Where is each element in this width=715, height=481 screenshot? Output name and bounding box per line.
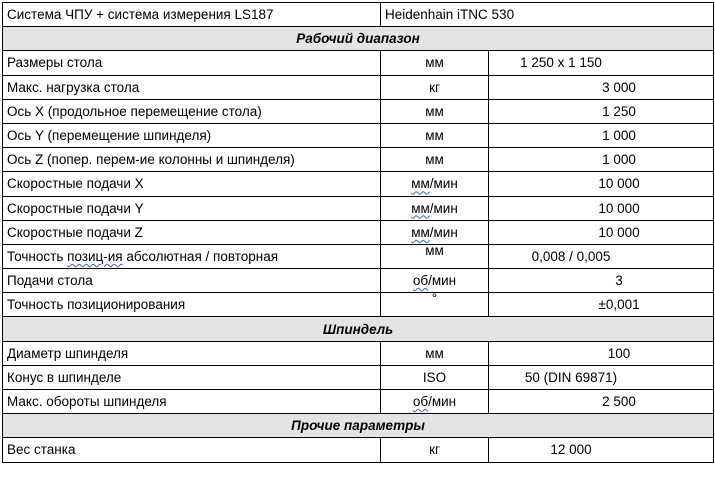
table-row (3, 123, 714, 147)
table-row (3, 438, 714, 462)
unit-part: /мин (428, 273, 457, 289)
value-text: ±0,001 (598, 297, 640, 313)
value-spindle-taper (489, 365, 714, 389)
table-row (3, 75, 714, 99)
unit-part: /мин (429, 176, 458, 192)
param-spindle-speed: Макс. обороты шпинделя (3, 390, 381, 414)
table-row (3, 220, 714, 244)
unit-part: /мин (428, 394, 457, 410)
cnc-system-label: Система ЧПУ + система измерения LS187 (3, 3, 381, 27)
value-machine-weight (489, 438, 714, 462)
param-axis-x: Ось X (продольное перемещение стола) (3, 99, 381, 123)
value-text: 2 500 (602, 394, 636, 410)
unit-feed-z (381, 220, 489, 244)
table-row (3, 341, 714, 365)
param-feed-z: Скоростные подачи Z (3, 220, 381, 244)
unit-part: мм (411, 176, 430, 192)
param-axis-y: Ось Y (перемещение шпинделя) (3, 123, 381, 147)
param-machine-weight: Вес станка (3, 438, 381, 462)
unit-spindle-taper: ISO (381, 365, 489, 389)
value-text: 100 (607, 345, 631, 361)
value-table-feed (489, 269, 714, 293)
value-axis-x (489, 99, 714, 123)
unit-part: мм (411, 224, 430, 240)
unit-table-size: мм (381, 51, 489, 75)
param-feed-x: Скоростные подачи X (3, 172, 381, 196)
param-positioning: Точность позиционирования (3, 293, 381, 317)
value-text: 1 000 (602, 128, 636, 144)
value-text: 1 250 x 1 150 (520, 55, 602, 71)
value-accuracy (489, 244, 714, 268)
unit-axis-z: мм (381, 148, 489, 172)
section-working-range: Рабочий диапазон (3, 27, 714, 51)
table-row (3, 390, 714, 414)
value-text: 1 250 (602, 103, 636, 119)
unit-part: мм (411, 200, 430, 216)
value-text: 1 000 (602, 152, 636, 168)
param-part: позиц-ия (67, 248, 123, 264)
value-feed-x (489, 172, 714, 196)
value-text: 0,008 / 0,005 (531, 248, 611, 264)
param-feed-y: Скоростные подачи Y (3, 196, 381, 220)
value-table-load (489, 75, 714, 99)
unit-positioning (381, 293, 489, 317)
unit-spindle-speed (381, 390, 489, 414)
param-table-size: Размеры стола (3, 51, 381, 75)
value-text: 3 (615, 273, 623, 289)
header-row (3, 3, 714, 27)
section-other: Прочие параметры (3, 414, 714, 438)
value-spindle-speed (489, 390, 714, 414)
table-row (3, 293, 714, 317)
value-text: 10 000 (598, 224, 640, 240)
unit-part: об (412, 394, 429, 410)
section-row (3, 414, 714, 438)
value-feed-z (489, 220, 714, 244)
param-axis-z: Ось Z (попер. перем-ие колонны и шпинделя) (3, 148, 381, 172)
table-row (3, 99, 714, 123)
table-row (3, 269, 714, 293)
degree-sign: ° (431, 292, 438, 307)
param-spindle-taper: Конус в шпинделе (3, 365, 381, 389)
value-text: 3 000 (602, 79, 636, 95)
section-spindle: Шпиндель (3, 317, 714, 341)
table-row (3, 365, 714, 389)
unit-text: мм (425, 244, 444, 258)
value-text: 10 000 (598, 200, 640, 216)
table-row (3, 196, 714, 220)
unit-machine-weight: кг (381, 438, 489, 462)
unit-table-load: кг (381, 75, 489, 99)
param-table-load: Макс. нагрузка стола (3, 75, 381, 99)
table-row (3, 244, 714, 268)
unit-feed-y (381, 196, 489, 220)
value-feed-y (489, 196, 714, 220)
unit-part: об (412, 273, 429, 289)
unit-table-feed (381, 269, 489, 293)
value-positioning (489, 293, 714, 317)
param-part: абсолютная / повторная (126, 248, 279, 264)
unit-axis-y: мм (381, 123, 489, 147)
unit-accuracy (381, 244, 489, 268)
table-row (3, 51, 714, 75)
value-spindle-diameter (489, 341, 714, 365)
unit-axis-x: мм (381, 99, 489, 123)
specification-table (2, 2, 714, 463)
section-row (3, 317, 714, 341)
unit-part: /мин (429, 224, 458, 240)
value-text: 12 000 (550, 442, 592, 458)
section-row (3, 27, 714, 51)
value-axis-y (489, 123, 714, 147)
value-axis-z (489, 148, 714, 172)
table-row (3, 148, 714, 172)
cnc-model-label: Heidenhain iTNC 530 (381, 3, 714, 27)
unit-feed-x (381, 172, 489, 196)
param-spindle-diameter: Диаметр шпинделя (3, 341, 381, 365)
value-text: 50 (DIN 69871) (524, 369, 618, 385)
param-part: Точность (7, 248, 64, 264)
param-table-feed: Подачи стола (3, 269, 381, 293)
param-accuracy (3, 244, 381, 268)
unit-spindle-diameter: мм (381, 341, 489, 365)
value-table-size (489, 51, 714, 75)
table-row (3, 172, 714, 196)
value-text: 10 000 (598, 176, 640, 192)
unit-part: /мин (429, 200, 458, 216)
